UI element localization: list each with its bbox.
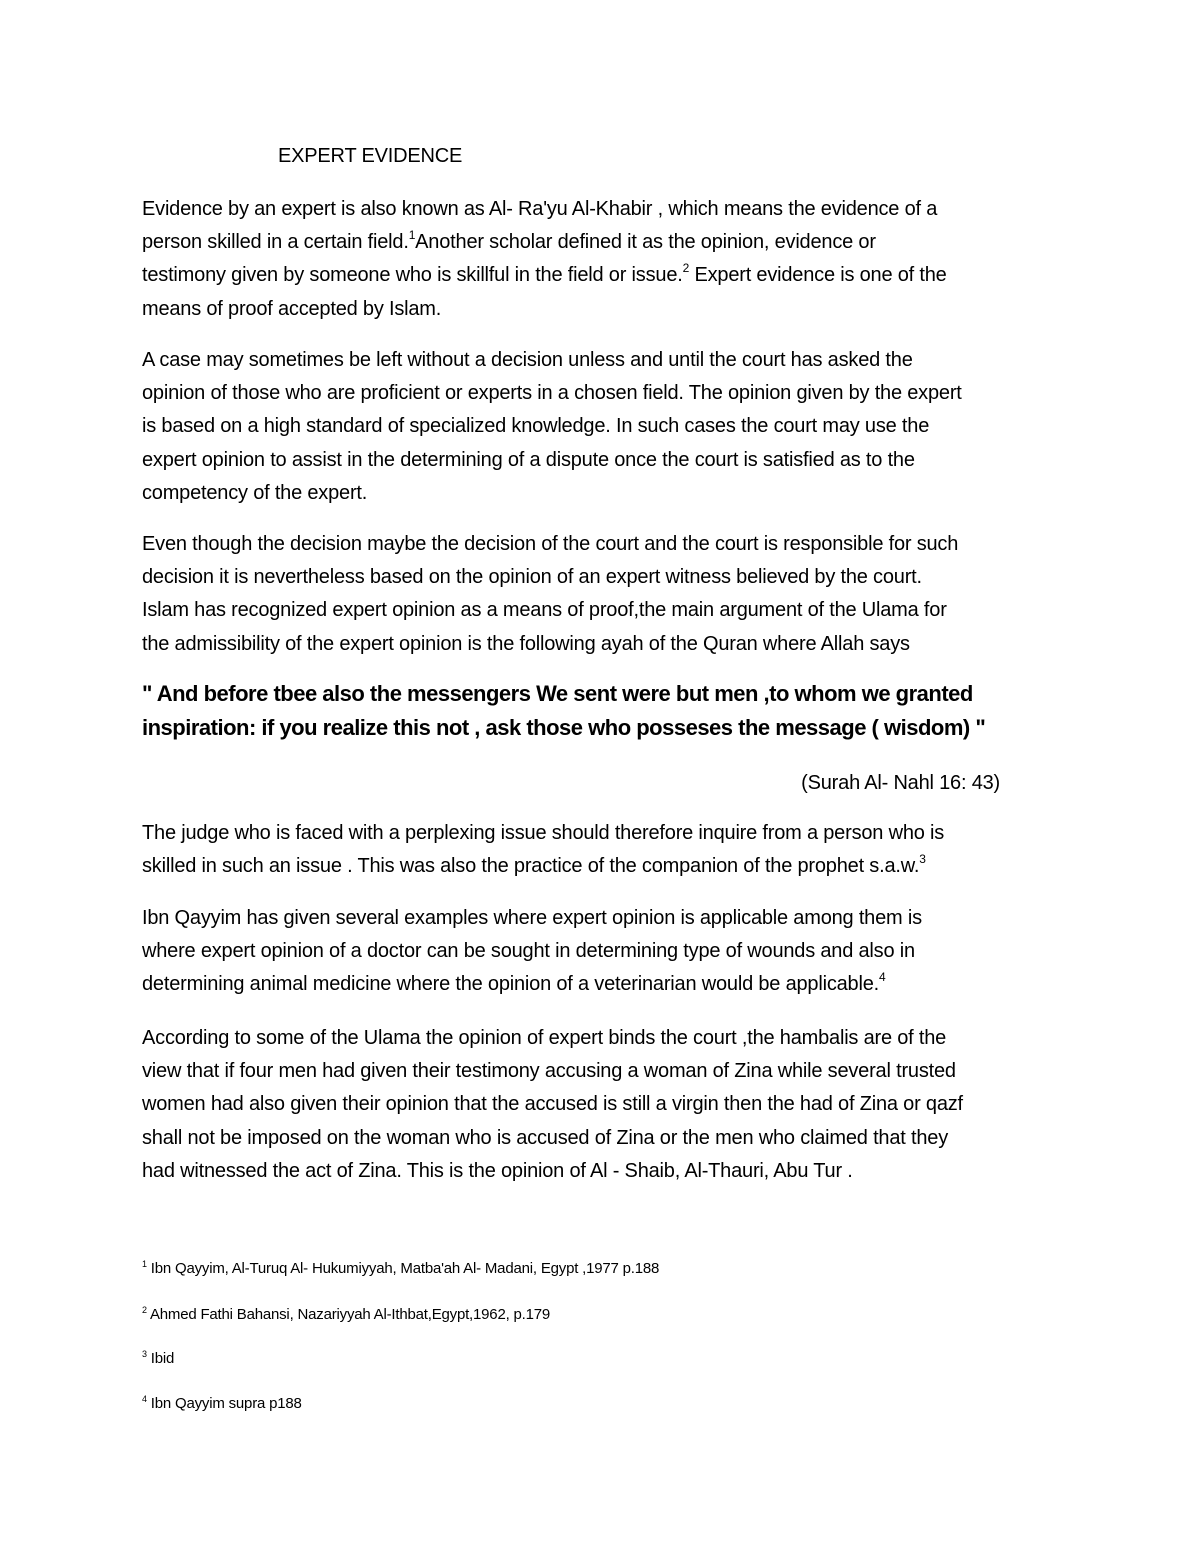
paragraph-line: the admissibility of the expert opinion is the following ayah of the Quran where Allah says — [142, 632, 910, 655]
paragraph-line: expert opinion to assist in the determining of a dispute once the court is satisfied as to the — [142, 448, 915, 471]
paragraph-line: means of proof accepted by Islam. — [142, 297, 442, 320]
footnote-ref: 1 — [408, 228, 416, 243]
paragraph-2 — [142, 344, 1072, 510]
footnote-number: 2 — [142, 1305, 147, 1315]
paragraph-line: Islam has recognized expert opinion as a means of proof,the main argument of the Ulama for — [142, 599, 947, 622]
footnote-number: 1 — [142, 1259, 147, 1269]
footnote-4 — [142, 1393, 302, 1415]
quote-citation: (Surah Al- Nahl 16: 43) — [801, 772, 1000, 794]
paragraph-1 — [142, 193, 1072, 326]
paragraph-line: shall not be imposed on the woman who is accused of Zina or the men who claimed that they — [142, 1126, 948, 1149]
quote-line: inspiration: if you realize this not , ask those who posseses the message ( wisdom) " — [142, 715, 986, 740]
quran-quote — [142, 677, 1072, 745]
paragraph-5 — [142, 902, 1072, 1002]
paragraph-line: women had also given their opinion that the accused is still a virgin then the had of Zina or qazf — [142, 1093, 963, 1116]
text-run: determining animal medicine where the opinion of a veterinarian would be applicable. — [142, 973, 879, 996]
paragraph-line: opinion of those who are proficient or experts in a chosen field. The opinion given by the expert — [142, 382, 962, 405]
paragraph-line: view that if four men had given their testimony accusing a woman of Zina while several trusted — [142, 1060, 956, 1083]
paragraph-4 — [142, 817, 1072, 883]
text-run: skilled in such an issue . This was also the practice of the companion of the prophet s.a.w. — [142, 855, 920, 878]
paragraph-line: competency of the expert. — [142, 481, 368, 504]
document-title: EXPERT EVIDENCE — [278, 145, 463, 167]
footnote-text: Ibn Qayyim, Al-Turuq Al- Hukumiyyah, Matba'ah Al- Madani, Egypt ,1977 p.188 — [146, 1260, 660, 1277]
text-run: Another scholar defined it as the opinion, evidence or — [415, 231, 876, 254]
paragraph-line: Evidence by an expert is also known as Al- Ra'yu Al-Khabir , which means the evidence of a — [142, 198, 938, 220]
paragraph-line — [142, 968, 1072, 1001]
paragraph-6 — [142, 1022, 1072, 1188]
paragraph-line — [142, 226, 1072, 259]
footnote-text: Ibn Qayyim supra p188 — [146, 1395, 302, 1412]
footnote-3 — [142, 1348, 174, 1370]
quote-line: " And before tbee also the messengers We sent were but men ,to whom we granted — [142, 681, 973, 706]
footnote-text: Ahmed Fathi Bahansi, Nazariyyah Al-Ithbat,Egypt,1962, p.179 — [146, 1306, 551, 1323]
footnote-2 — [142, 1304, 550, 1326]
paragraph-line: According to some of the Ulama the opinion of expert binds the court ,the hambalis are of the — [142, 1027, 947, 1049]
text-run: testimony given by someone who is skillful in the field or issue. — [142, 264, 683, 287]
footnote-ref: 4 — [879, 970, 886, 985]
paragraph-line: The judge who is faced with a perplexing issue should therefore inquire from a person who is — [142, 822, 945, 844]
text-run: Expert evidence is one of the — [689, 264, 947, 287]
footnote-1 — [142, 1258, 659, 1280]
paragraph-line — [142, 850, 1072, 883]
paragraph-line: Even though the decision maybe the decision of the court and the court is responsible for such — [142, 533, 959, 555]
footnote-number: 4 — [142, 1394, 147, 1404]
paragraph-line: A case may sometimes be left without a decision unless and until the court has asked the — [142, 349, 913, 371]
paragraph-line: decision it is nevertheless based on the opinion of an expert witness believed by the court. — [142, 566, 922, 589]
paragraph-line: is based on a high standard of specialized knowledge. In such cases the court may use the — [142, 415, 930, 438]
text-run: person skilled in a certain field. — [142, 231, 409, 254]
footnote-ref: 2 — [682, 261, 690, 276]
paragraph-line: had witnessed the act of Zina. This is the opinion of Al - Shaib, Al-Thauri, Abu Tur . — [142, 1159, 853, 1182]
paragraph-line — [142, 259, 1072, 292]
paragraph-line: Ibn Qayyim has given several examples where expert opinion is applicable among them is — [142, 907, 922, 929]
paragraph-3 — [142, 528, 1072, 661]
paragraph-line: where expert opinion of a doctor can be sought in determining type of wounds and also in — [142, 940, 915, 963]
footnote-text: Ibid — [146, 1350, 175, 1367]
footnote-ref: 3 — [919, 852, 926, 867]
footnote-number: 3 — [142, 1349, 147, 1359]
